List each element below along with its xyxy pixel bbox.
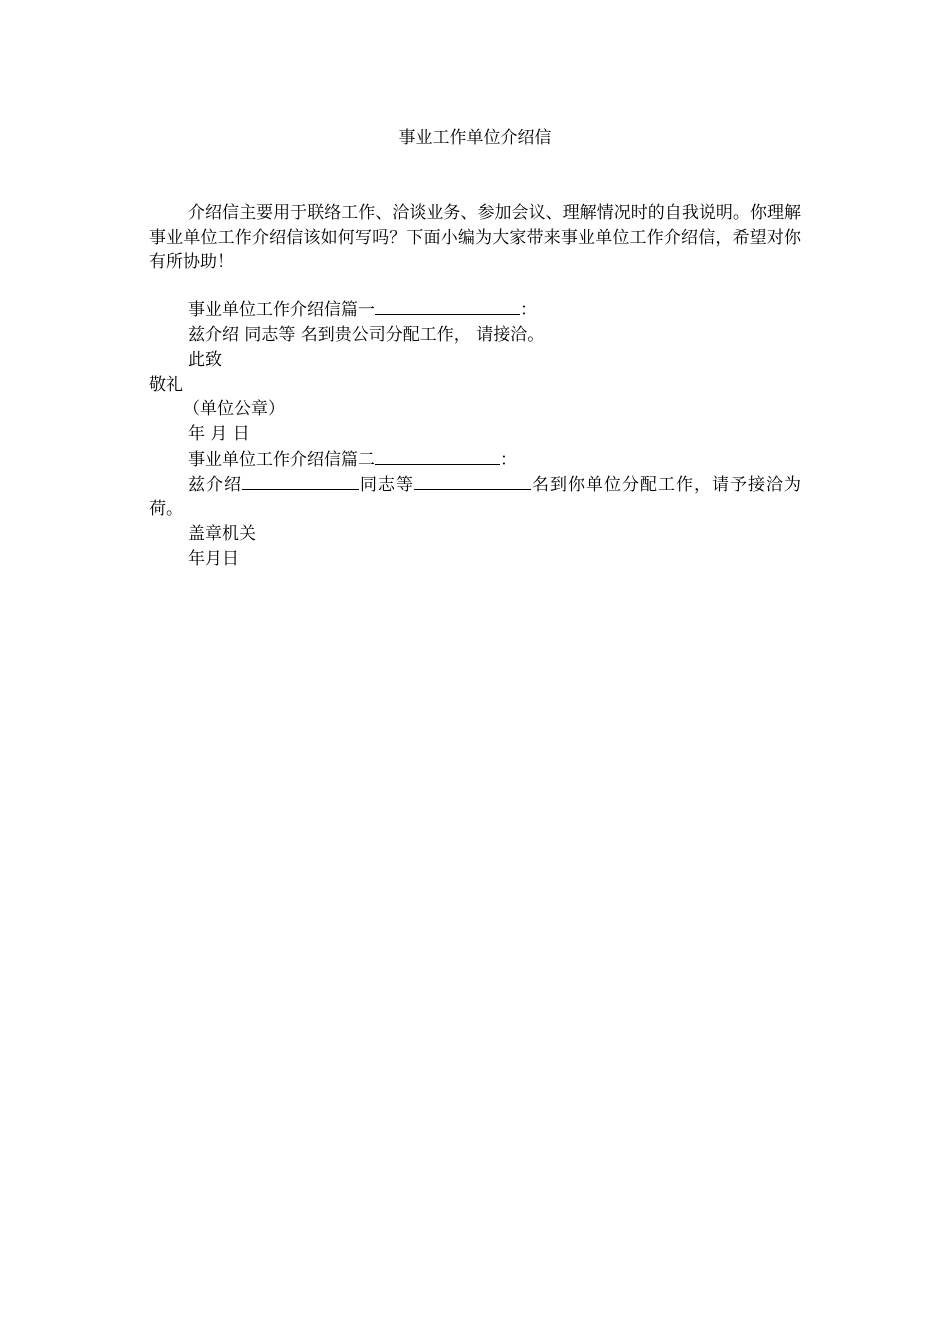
letter1-seal: （单位公章） — [183, 399, 285, 419]
letter2-heading: 事业单位工作介绍信篇二 — [188, 450, 375, 470]
letter2-count-blank — [414, 474, 531, 490]
letter2-body-part1: 兹介绍 — [188, 475, 242, 495]
letter1-recipient-blank — [375, 299, 520, 315]
letter1-date: 年 月 日 — [188, 424, 250, 444]
letter1-closing2: 敬礼 — [149, 375, 183, 395]
letter1-heading: 事业单位工作介绍信篇一 — [188, 300, 375, 320]
letter2-body-part2: 同志等 — [359, 475, 414, 495]
letter1-heading-suffix: ： — [520, 300, 537, 320]
letter1-closing1: 此致 — [188, 350, 222, 370]
letter2-person-blank — [242, 474, 359, 490]
letter2-date: 年月日 — [188, 549, 239, 569]
letter2-seal: 盖章机关 — [188, 524, 256, 544]
letter2-heading-line — [149, 448, 848, 472]
letter1-body: 兹介绍 同志等 名到贵公司分配工作， 请接洽。 — [188, 325, 545, 345]
letter2-body-part3: 名到你单位分配工作，请予接洽为荷。 — [149, 475, 801, 519]
letter2-body — [149, 473, 801, 521]
letter2-heading-suffix: ： — [500, 450, 517, 470]
letter2-recipient-blank — [375, 449, 500, 465]
letter1-heading-line — [149, 298, 848, 322]
intro-paragraph: 介绍信主要用于联络工作、洽谈业务、参加会议、理解情况时的自我说明。你理解事业单位工作介绍信该如何写吗？下面小编为大家带来事业单位工作介绍信，希望对你有所协助！ — [149, 203, 801, 272]
document-title: 事业工作单位介绍信 — [398, 128, 552, 148]
